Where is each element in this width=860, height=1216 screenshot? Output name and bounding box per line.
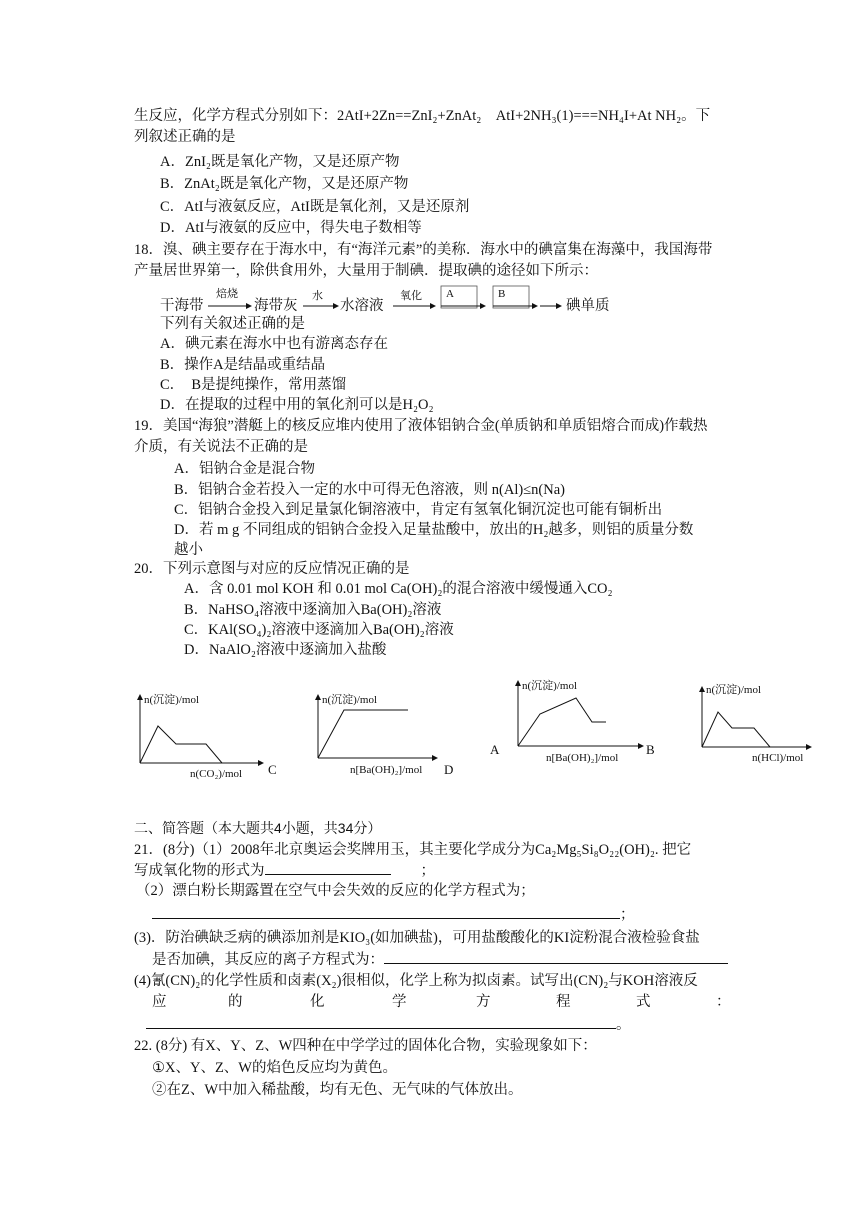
graph-baoh2-1-ylabel: n(沉淀)/mol: [322, 694, 377, 706]
q20-option-c: C．KAl(SO₄)₂溶液中逐滴加入Ba(OH)₂溶液: [184, 622, 454, 638]
q20-option-d: D．NaAlO₂溶液中逐滴加入盐酸: [184, 642, 387, 658]
q21-part4-word: 程: [556, 994, 571, 1010]
q21-part1-end: ；: [420, 863, 435, 879]
q22-stem: 22. (8分) 有X、Y、Z、W四种在中学学过的固体化合物，实验现象如下：: [134, 1038, 597, 1054]
q17-option-d: D．AtI与液氨的反应中，得失电子数相等: [160, 220, 422, 236]
q19-option-c: C．铝钠合金投入到足量氯化铜溶液中，肯定有氢氧化铜沉淀也可能有铜析出: [174, 502, 663, 518]
q21-part2-end: ；: [620, 907, 635, 923]
q21-stem-line1: 21．(8分)（1）2008年北京奥运会奖牌用玉，其主要化学成分为Ca₂Mg₅Si₈O₂₂(OH)₂. 把它: [134, 842, 692, 858]
graph-co2-ylabel: n(沉淀)/mol: [144, 694, 199, 706]
flow-step-kelp: 干海带: [160, 298, 204, 314]
graph-baoh2-1-xlabel: n[Ba(OH)₂]/mol: [350, 764, 423, 776]
q21-part4-word: 的: [228, 994, 243, 1010]
q21-part4-line1: (4)氰(CN)₂的化学性质和卤素(X₂)很相似，化学上称为拟卤素。试写出(CN)₂与KOH溶液反: [134, 973, 698, 989]
q18-stem-line1: 18．溴、碘主要存在于海水中，有“海洋元素”的美称．海水中的碘富集在海藻中，我国海带: [134, 242, 713, 258]
graph-hcl-tag: B: [646, 742, 655, 757]
q21-part4-word: ：: [716, 994, 731, 1010]
q21-stem-line2: [134, 860, 435, 881]
q22-observation-2: ②在Z、W中加入稀盐酸，均有无色、无气味的气体放出。: [152, 1082, 523, 1098]
q21-part4-word: 应: [152, 994, 167, 1010]
q21-part2-prompt: （2）漂白粉长期露置在空气中会失效的反应的化学方程式为；: [136, 883, 535, 899]
q21-part3-answer-blank[interactable]: [384, 949, 728, 964]
q21-part4-end: 。: [616, 1017, 631, 1033]
q21-part2-answer-blank[interactable]: [152, 904, 620, 919]
q17-stem-line1: 生反应，化学方程式分别如下：2AtI+2Zn==ZnI₂+ZnAt₂ AtI+2NH₃(1)===NH₄I+At NH₂。下: [134, 108, 711, 124]
q21-part2-answer-line: [152, 904, 635, 925]
q17-option-b: B．ZnAt₂既是氧化产物，又是还原产物: [160, 176, 409, 192]
q21-part4-line2: [152, 992, 731, 1012]
q19-option-d-cont: 越小: [174, 542, 203, 558]
q21-part1-answer-blank[interactable]: [265, 860, 391, 875]
flow-step-iodine: 碘单质: [566, 298, 610, 314]
q18-option-a: A．碘元素在海水中也有游离态存在: [160, 336, 388, 352]
q17-option-c: C．AtI与液氨反应，AtI既是氧化剂，又是还原剂: [160, 199, 470, 215]
q20-option-a: A．含 0.01 mol KOH 和 0.01 mol Ca(OH)₂的混合溶液中缓慢通入CO₂: [184, 581, 613, 597]
graph-co2: [134, 690, 264, 785]
q18-option-b: B．操作A是结晶或重结晶: [160, 357, 326, 373]
flow-step-ash: 海带灰: [254, 298, 298, 314]
graph-baoh2-2-xlabel: n[Ba(OH)₂]/mol: [546, 752, 619, 764]
q18-option-c: C． B是提纯操作，常用蒸馏: [160, 377, 347, 393]
flow-op-oxidize: 氧化: [400, 290, 422, 302]
flow-op-roast: 焙烧: [216, 288, 238, 300]
flow-box-b: B: [498, 288, 506, 300]
q19-stem-line2: 介质，有关说法不正确的是: [134, 439, 308, 455]
q21-part4-word: 化: [310, 994, 325, 1010]
flow-op-water: 水: [312, 290, 323, 302]
q21-part4-word: 学: [392, 994, 407, 1010]
graph-hcl: [696, 680, 830, 775]
q20-option-b: B．NaHSO₄溶液中逐滴加入Ba(OH)₂溶液: [184, 602, 442, 618]
graph-baoh2-2-ylabel: n(沉淀)/mol: [522, 680, 577, 692]
section-2-heading: 二、简答题（本大题共4小题，共34分）: [134, 820, 382, 836]
q19-stem-line1: 19．美国“海狼”潜艇上的核反应堆内使用了液体铝钠合金(单质钠和单质铝熔合而成)作载热: [134, 418, 708, 434]
q17-stem-line2: 列叙述正确的是: [134, 129, 236, 145]
q18-question: 下列有关叙述正确的是: [160, 316, 305, 332]
graph-baoh2-2: [512, 676, 644, 771]
iodine-extraction-flow: [160, 284, 620, 318]
q21-part4-answer-blank[interactable]: [146, 1014, 616, 1029]
graph-co2-tag: C: [268, 762, 277, 777]
q21-part4-word: 式: [636, 994, 651, 1010]
q18-option-d: D．在提取的过程中用的氧化剂可以是H₂O₂: [160, 397, 434, 413]
flow-step-solution: 水溶液: [340, 298, 384, 314]
q18-stem-line2: 产量居世界第一，除供食用外，大量用于制碘．提取碘的途径如下所示：: [134, 263, 598, 279]
q19-option-a: A．铝钠合金是混合物: [174, 461, 315, 477]
graph-hcl-xlabel: n(HCl)/mol: [752, 752, 804, 764]
graph-baoh2-2-tag: A: [490, 742, 500, 757]
q19-option-d: D．若 m g 不同组成的铝钠合金投入足量盐酸中，放出的H₂越多，则铝的质量分数: [174, 522, 694, 538]
q20-stem: 20．下列示意图与对应的反应情况正确的是: [134, 561, 410, 577]
q21-part4-answer-line: [146, 1014, 631, 1035]
q17-option-a: A．ZnI₂既是氧化产物，又是还原产物: [160, 154, 400, 170]
q21-part3-line1: (3)．防治碘缺乏病的碘添加剂是KIO₃(如加碘盐)，可用盐酸酸化的KI淀粉混合液检验食盐: [134, 930, 700, 946]
flow-box-a: A: [446, 288, 454, 300]
q22-observation-1: ①X、Y、Z、W的焰色反应均为黄色。: [152, 1060, 397, 1076]
q21-part3-line2: [152, 949, 728, 970]
graph-baoh2-1-tag: D: [444, 762, 454, 777]
graph-baoh2-1: [312, 690, 438, 785]
graph-hcl-ylabel: n(沉淀)/mol: [706, 684, 761, 696]
q21-part1-prompt: 写成氧化物的形式为: [134, 863, 265, 879]
graph-co2-xlabel: n(CO₂)/mol: [190, 768, 243, 780]
q19-option-b: B．铝钠合金若投入一定的水中可得无色溶液，则 n(Al)≤n(Na): [174, 482, 565, 498]
q21-part4-word: 方: [476, 994, 491, 1010]
q21-part3-prompt: 是否加碘，其反应的离子方程式为：: [152, 952, 384, 968]
